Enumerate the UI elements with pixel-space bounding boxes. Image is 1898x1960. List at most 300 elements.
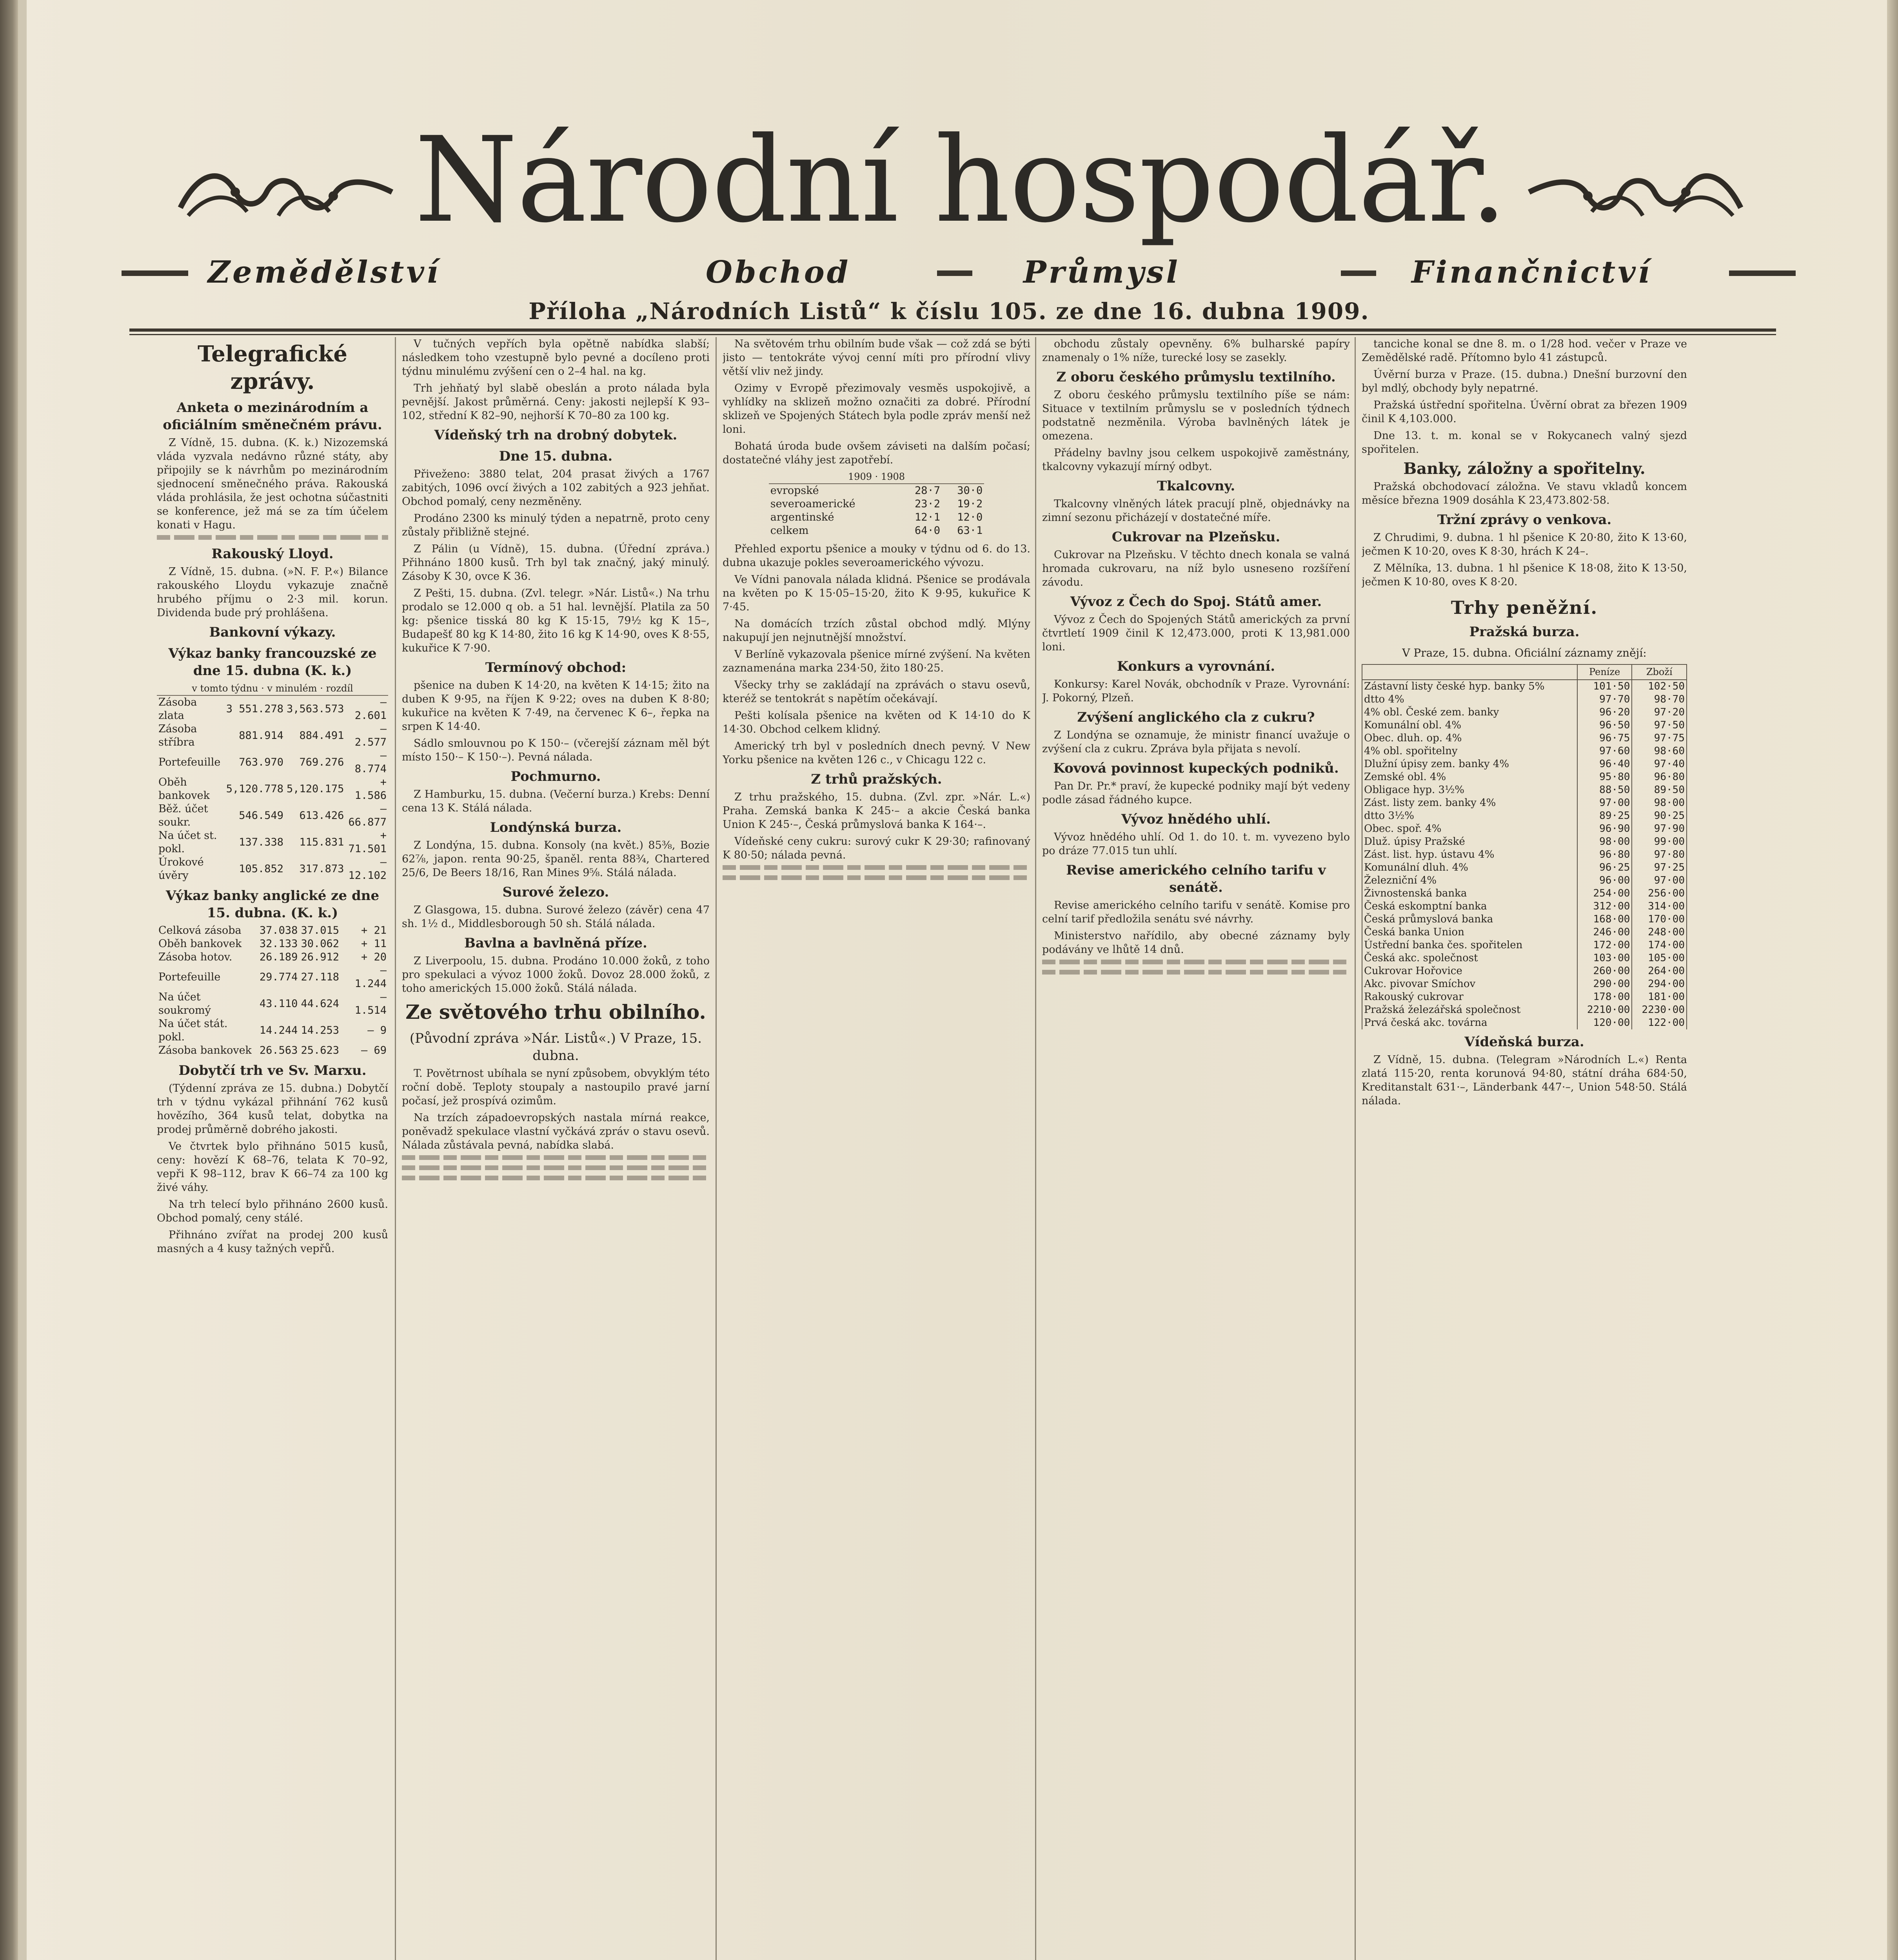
table-row: [1362, 771, 1687, 784]
row-label: Živnostenská banka: [1362, 887, 1577, 900]
row-value: 256·00: [1632, 887, 1687, 900]
wheat-supply-table: [769, 470, 984, 537]
table-row: [1362, 1004, 1687, 1016]
row-label: Zásoba hotov.: [158, 951, 232, 963]
row-label: Obec. dluh. op. 4%: [1362, 732, 1577, 745]
table-row: [157, 749, 388, 776]
row-value: 98·00: [1577, 835, 1632, 848]
table-row: [1362, 874, 1687, 887]
row-value: 97·90: [1632, 822, 1687, 835]
column-rule: [395, 337, 396, 1960]
row-label: Dluž. úpisy Pražské: [1362, 835, 1577, 848]
prague-exchange-table: [1362, 664, 1687, 1029]
article-paragraph: Z Vídně, 15. dubna. (Telegram »Národních L.«) Renta zlatá 115·20, renta korunová 94·80, státní dráha 684·50, Kreditanstalt 631·–, Länderbank 447·–, Union 548·50. Stálá nálada.: [1362, 1054, 1687, 1107]
column-rule: [1355, 337, 1356, 1960]
subheading: Pochmurno.: [510, 769, 601, 784]
row-value: 2210·00: [1577, 1004, 1632, 1016]
row-value: 2230·00: [1632, 1004, 1687, 1016]
section-trade: Obchod: [706, 254, 851, 290]
row-value: 613.426: [299, 809, 344, 822]
row-value: 96·80: [1632, 771, 1687, 784]
subheading: Zvýšení anglického cla z cukru?: [1077, 710, 1315, 725]
row-value: 290·00: [1577, 978, 1632, 991]
row-value: 43.110: [259, 998, 298, 1010]
row-label: Portefeuille: [158, 756, 221, 768]
bank-france-table: [157, 682, 388, 882]
row-value: 26.912: [301, 951, 339, 963]
article-paragraph: Přihnáno zvířat na prodej 200 kusů masných a 4 kusy tažných vepřů.: [157, 1229, 388, 1255]
page-binding-edge: [18, 0, 27, 1960]
article-paragraph: Z Londýna, 15. dubna. Konsoly (na květ.) 85⅜, Bozie 62⅞, japon. renta 90·25, španěl. renta 88¾, Chartered 25/6, De Beers 18/16, Ran Mines 9⅝. Stálá nálada.: [402, 839, 710, 879]
row-value: 98·60: [1632, 745, 1687, 758]
row-label: Oběh bankovek: [158, 938, 242, 950]
row-value: — 1.514: [354, 991, 387, 1016]
rates-column-header: Zboží: [1632, 664, 1687, 680]
row-value: 25.623: [301, 1044, 339, 1056]
row-label: Na účet stát. pokl.: [158, 1018, 228, 1043]
article-paragraph: Vývoz z Čech do Spojených Států amerických za první čtvrtletí 1909 činil K 12,473.000, proti K 13,981.000 loni.: [1042, 613, 1350, 653]
row-value: 97·80: [1632, 848, 1687, 861]
subheading: Konkurs a vyrovnání.: [1117, 659, 1275, 674]
row-value: 63·1: [957, 524, 983, 537]
article-paragraph: Ve Vídni panovala nálada klidná. Pšenice se prodávala na květen po K 15·05–15·20, žito K 9·95, kukuřice K 7·45.: [723, 573, 1030, 613]
table-row: [1362, 952, 1687, 965]
row-value: 30·0: [957, 485, 983, 497]
row-value: 170·00: [1632, 913, 1687, 926]
table-row: [157, 937, 388, 951]
row-value: 23·2: [915, 498, 941, 510]
article-paragraph: V tučných vepřích byla opětně nabídka slabší; následkem toho vzestupně bylo pevné a docíleno proti týdnu minulému zvýšení cen o 2–4 hal. na kg.: [402, 338, 710, 377]
row-value: 105·00: [1632, 952, 1687, 965]
article-paragraph: Prodáno 2300 ks minulý týden a nepatrně, proto ceny zůstaly přibližně stejné.: [402, 512, 710, 538]
row-value: 32.133: [259, 938, 298, 950]
table-row: [157, 829, 388, 856]
row-value: 26.189: [259, 951, 298, 963]
text-line: [723, 875, 1030, 880]
row-label: Zást. listy zem. banky 4%: [1362, 797, 1577, 809]
table-row: [769, 511, 984, 524]
row-value: — 69: [361, 1044, 387, 1056]
row-label: Zástavní listy české hyp. banky 5%: [1362, 680, 1577, 693]
row-value: 97·75: [1632, 732, 1687, 745]
row-label: Oběh bankovek: [158, 776, 210, 802]
table-row: [1362, 680, 1687, 693]
telegraph-news-heading: Telegrafické zprávy.: [198, 341, 347, 394]
article-paragraph: Z Pešti, 15. dubna. (Zvl. telegr. »Nár. Listů«.) Na trhu prodalo se 12.000 q ob. a 51 hal. levnější. Platila za 50 kg: pšenice tisská 80 kg K 15·15, 79½ kg K 15–, Budapešť 80 kg K 14·80, žito 16 kg K 14·90, oves K 8·55, kukuřice K 7·90.: [402, 587, 710, 654]
table-row: [157, 964, 388, 991]
row-value: 89·50: [1632, 784, 1687, 797]
section-strip: [122, 251, 1800, 294]
subheading: Banky, záložny a spořitelny.: [1403, 459, 1646, 478]
section-finance: Finančnictví: [1411, 254, 1652, 290]
table-row: [1362, 900, 1687, 913]
row-label: Pražská železářská společnost: [1362, 1004, 1577, 1016]
article-paragraph: Cukrovar na Plzeňsku. V těchto dnech konala se valná hromada cukrovaru, na níž bylo usneseno rozšíření závodu.: [1042, 549, 1350, 588]
row-label: Zásoba bankovek: [158, 1044, 252, 1056]
table-row: [1362, 939, 1687, 952]
article-paragraph: tanciche konal se dne 8. m. o 1/28 hod. večer v Praze ve Zemědělské radě. Přítomno bylo 41 zástupců.: [1362, 338, 1687, 364]
article-paragraph: Z Chrudimi, 9. dubna. 1 hl pšenice K 20·80, žito K 13·60, ječmen K 10·20, oves K 8·30, hrách K 24–.: [1362, 532, 1687, 557]
row-label: 4% obl. České zem. banky: [1362, 706, 1577, 719]
text-line: [402, 1165, 710, 1170]
row-value: 264·00: [1632, 965, 1687, 978]
row-value: 5,120.175: [287, 783, 344, 795]
row-value: 172·00: [1577, 939, 1632, 952]
strip-rule: [1729, 270, 1796, 276]
subheading: Anketa o mezinárodním a oficiálním směnečném právu.: [163, 400, 382, 433]
row-value: 12·1: [915, 511, 941, 523]
article-paragraph: Bohatá úroda bude ovšem záviseti na dalším počasí; dostatečné vláhy jest zapotřebí.: [723, 440, 1030, 466]
article-paragraph: Pražská ústřední spořitelna. Úvěrní obrat za březen 1909 činil K 4,103.000.: [1362, 399, 1687, 425]
subheading: Rakouský Lloyd.: [211, 546, 334, 562]
subheading: Revise amerického celního tarifu v senátě.: [1066, 862, 1326, 895]
row-label: Železniční 4%: [1362, 874, 1577, 887]
row-value: 181·00: [1632, 991, 1687, 1004]
article-paragraph: Ozimy v Evropě přezimovaly vesměs uspokojivě, a vyhlídky na sklizeň možno označiti za dobré. Přírodní sklizeň ve Spojených Státech byla podle zpráv menší než loni.: [723, 382, 1030, 436]
row-label: Celková zásoba: [158, 924, 242, 936]
row-value: 96·50: [1577, 719, 1632, 732]
subheading: Z trhů pražských.: [811, 771, 942, 787]
article-paragraph: Vývoz hnědého uhlí. Od 1. do 10. t. m. vyvezeno bylo po dráze 77.015 tun uhlí.: [1042, 831, 1350, 857]
article-paragraph: Americký trh byl v posledních dnech pevný. V New Yorku pšenice na květen 126 c., v Chicagu 122 c.: [723, 740, 1030, 766]
section-agriculture: Zemědělství: [208, 254, 441, 290]
article-paragraph: Z Vídně, 15. dubna. (»N. F. P.«) Bilance rakouského Lloydu vykazuje značně hrubého příjmu o 2·3 mil. korun. Dividenda bude prý prohlášena.: [157, 566, 388, 619]
row-value: 44.624: [301, 998, 339, 1010]
column-3: [723, 337, 1030, 1960]
table-row: [1362, 732, 1687, 745]
row-value: 3,563.573: [287, 703, 344, 715]
row-label: celkem: [770, 524, 809, 537]
table-row: [1362, 706, 1687, 719]
row-label: Obec. spoř. 4%: [1362, 822, 1577, 835]
table-row: [1362, 965, 1687, 978]
row-value: 122·00: [1632, 1016, 1687, 1029]
row-value: 96·40: [1577, 758, 1632, 771]
subheading: Tkalcovny.: [1157, 478, 1235, 494]
table-row: [1362, 887, 1687, 900]
subheading: Cukrovar na Plzeňsku.: [1112, 529, 1280, 545]
subheading: Výkaz banky anglické ze dne 15. dubna. (K. k.): [165, 888, 380, 921]
row-value: 97·70: [1577, 693, 1632, 706]
row-value: 97·00: [1577, 797, 1632, 809]
row-value: + 11: [361, 938, 387, 950]
table-row: [1362, 991, 1687, 1004]
row-value: — 2.577: [354, 723, 387, 748]
row-label: Rakouský cukrovar: [1362, 991, 1577, 1004]
article-paragraph: Úvěrní burza v Praze. (15. dubna.) Dnešní burzovní den byl mdlý, obchody byly nepatrné.: [1362, 368, 1687, 394]
row-value: 102·50: [1632, 680, 1687, 693]
row-value: + 20: [361, 951, 387, 963]
right-ornament-icon: [1525, 161, 1745, 223]
row-label: Zásoba stříbra: [158, 723, 197, 748]
row-value: 37.015: [301, 924, 339, 936]
row-value: 64·0: [915, 524, 941, 537]
row-value: + 21: [361, 924, 387, 936]
row-label: Cukrovar Hořovice: [1362, 965, 1577, 978]
row-value: 105.852: [239, 863, 284, 875]
rates-column-header: [1362, 664, 1577, 680]
article-paragraph: Vídeňské ceny cukru: surový cukr K 29·30; rafinovaný K 80·50; nálada pevná.: [723, 835, 1030, 861]
table-row: [769, 497, 984, 511]
table-row: [769, 484, 984, 497]
row-value: 97·40: [1632, 758, 1687, 771]
supplement-line: Příloha „Národních Listů“ k číslu 105. ze dne 16. dubna 1909.: [529, 298, 1369, 325]
table-row: [1362, 835, 1687, 848]
row-label: severoamerické: [770, 498, 855, 510]
strip-rule: [122, 270, 188, 276]
row-value: 115.831: [299, 836, 344, 848]
row-label: 4% obl. spořitelny: [1362, 745, 1577, 758]
row-label: Česká banka Union: [1362, 926, 1577, 939]
column-2: [402, 337, 710, 1960]
row-value: 254·00: [1577, 887, 1632, 900]
row-value: 98·70: [1632, 693, 1687, 706]
column-4: [1042, 337, 1350, 1960]
subheading: Termínový obchod:: [485, 660, 627, 675]
table-row: [1362, 784, 1687, 797]
article-paragraph: Z Mělníka, 13. dubna. 1 hl pšenice K 18·08, žito K 13·50, ječmen K 10·80, oves K 8·20.: [1362, 562, 1687, 588]
article-paragraph: Přádelny bavlny jsou celkem uspokojivě zaměstnány, tkalcovny vykazují mírný odbyt.: [1042, 447, 1350, 473]
subheading: Vývoz z Čech do Spoj. Států amer.: [1070, 594, 1322, 610]
column-1: [157, 337, 388, 1960]
row-value: 97·60: [1577, 745, 1632, 758]
table-header: 1909 · 1908: [769, 470, 984, 484]
article-paragraph: T. Povětrnost ubíhala se nyní způsobem, obvyklým této roční době. Teploty stoupaly a nastoupilo pravé jarní počasí, jež prospívá ozimům.: [402, 1067, 710, 1107]
text-line: [157, 535, 388, 540]
subheading: Bankovní výkazy.: [209, 624, 336, 640]
table-row: [1362, 797, 1687, 809]
row-value: 137.338: [239, 836, 284, 848]
row-value: 884.491: [299, 730, 344, 742]
text-line: [402, 1155, 710, 1160]
row-value: — 66.877: [348, 803, 387, 828]
row-value: 317.873: [299, 863, 344, 875]
table-row: [1362, 978, 1687, 991]
page-right-edge: [1887, 0, 1898, 1960]
strip-dash: [937, 270, 972, 276]
article-paragraph: Z Pálin (u Vídně), 15. dubna. (Úřední zpráva.) Přihnáno 1800 kusů. Trh byl tak značný, jaký minulý. Zásoby K 30, ovce K 36.: [402, 543, 710, 583]
row-label: argentinské: [770, 511, 834, 523]
row-value: 90·25: [1632, 809, 1687, 822]
table-row: [1362, 913, 1687, 926]
column-rule: [1035, 337, 1036, 1960]
article-paragraph: (Týdenní zpráva ze 15. dubna.) Dobytčí trh v týdnu vykázal přihnání 762 kusů hovězího, 364 kusů telat, dobytka na prodej průměrně dobrého jakosti.: [157, 1082, 388, 1136]
article-paragraph: Na světovém trhu obilním bude však — což zdá se býti jisto — tentokráte vývoj cenní míti pro přírodní vlivy větší vliv než jindy.: [723, 338, 1030, 377]
row-value: — 9: [367, 1024, 387, 1036]
article-paragraph: Z oboru českého průmyslu textilního píše se nám: Situace v textilním průmyslu se v posledních týdnech podstatně nezměnila. Výroba bavlněných látek je omezena.: [1042, 389, 1350, 442]
table-row: [1362, 926, 1687, 939]
subheading: Pražská burza.: [1469, 624, 1580, 640]
row-value: 96·75: [1577, 732, 1632, 745]
article-paragraph: Ve čtvrtek bylo přihnáno 5015 kusů, ceny: hovězí K 68–76, telata K 70–92, vepři K 98–112, brav K 66–74 za 100 kg živé váhy.: [157, 1140, 388, 1194]
row-label: Úrokové úvěry: [158, 856, 204, 882]
row-label: Česká eskomptní banka: [1362, 900, 1577, 913]
page-binding: [0, 0, 18, 1960]
article-paragraph: Z Hamburku, 15. dubna. (Večerní burza.) Krebs: Denní cena 13 K. Stálá nálada.: [402, 788, 710, 814]
article-paragraph: Na trh telecí bylo přihnáno 2600 kusů. Obchod pomalý, ceny stálé.: [157, 1198, 388, 1224]
article-paragraph: Tkalcovny vlněných látek pracují plně, objednávky na zimní sezonu přicházejí v dostatečné míře.: [1042, 498, 1350, 524]
row-value: 101·50: [1577, 680, 1632, 693]
row-value: 12·0: [957, 511, 983, 523]
masthead: [129, 112, 1792, 249]
row-value: 178·00: [1577, 991, 1632, 1004]
article-paragraph: Dne 13. t. m. konal se v Rokycanech valný sjezd spořitelen.: [1362, 430, 1687, 456]
article-paragraph: Pražská obchodovací záložna. Ve stavu vkladů koncem měsíce března 1909 dosáhla K 23,473.802·58.: [1362, 481, 1687, 506]
column-rule: [716, 337, 717, 1960]
grain-market-heading: Ze světového trhu obilního.: [405, 1000, 706, 1024]
row-value: 27.118: [301, 971, 339, 983]
article-paragraph: Revise amerického celního tarifu v senátě. Komise pro celní tarif předložila senátu své návrhy.: [1042, 899, 1350, 925]
row-value: 97·20: [1632, 706, 1687, 719]
table-row: [1362, 758, 1687, 771]
subheading: Tržní zprávy o venkova.: [1437, 512, 1612, 528]
row-value: 546.549: [239, 809, 284, 822]
table-header: v tomto týdnu · v minulém · rozdíl: [157, 682, 388, 695]
row-value: 89·25: [1577, 809, 1632, 822]
row-value: 88·50: [1577, 784, 1632, 797]
subheading: Surové železo.: [502, 884, 609, 900]
article-paragraph: obchodu zůstaly opevněny. 6% bulharské papíry znamenaly o 1% níže, turecké losy se zasekly.: [1042, 338, 1350, 364]
row-value: 96·00: [1577, 874, 1632, 887]
subheading-note: V Praze, 15. dubna. Oficiální záznamy znějí:: [1402, 646, 1647, 659]
row-label: Česká akc. společnost: [1362, 952, 1577, 965]
subheading: Výkaz banky francouzské ze dne 15. dubna (K. k.): [168, 646, 377, 679]
row-label: Zást. list. hyp. ústavu 4%: [1362, 848, 1577, 861]
table-row: [157, 695, 388, 722]
row-value: 95·80: [1577, 771, 1632, 784]
article-paragraph: Ministerstvo nařídilo, aby obecné záznamy byly podávány ve lhůtě 14 dnů.: [1042, 930, 1350, 956]
row-value: 260·00: [1577, 965, 1632, 978]
row-label: dtto 4%: [1362, 693, 1577, 706]
article-paragraph: Z Glasgowa, 15. dubna. Surové železo (závěr) cena 47 sh. 1½ d., Middlesborough 50 sh. Stálá nálada.: [402, 904, 710, 930]
subheading: Londýnská burza.: [490, 820, 622, 835]
table-row: [1362, 745, 1687, 758]
row-value: — 1.244: [354, 964, 387, 990]
row-value: 97·50: [1632, 719, 1687, 732]
article-paragraph: Trh jehňatý byl slabě obeslán a proto nálada byla pevnější. Jakost průměrná. Ceny: jakosti nejlepší K 93–102, střední K 82–90, nejhorší K 70–80 za 100 kg.: [402, 382, 710, 422]
row-label: Portefeuille: [158, 971, 221, 983]
row-value: 28·7: [915, 485, 941, 497]
table-row: [1362, 719, 1687, 732]
subheading: Vídeňská burza.: [1464, 1034, 1584, 1050]
text-line: [1042, 960, 1350, 964]
row-value: 98·00: [1632, 797, 1687, 809]
article-paragraph: Všecky trhy se zakládají na zprávách o stavu osevů, kteréž se tentokrát s napětím očekávají.: [723, 679, 1030, 705]
rates-column-header: Peníze: [1577, 664, 1632, 680]
row-label: Zemské obl. 4%: [1362, 771, 1577, 784]
strip-dash: [1341, 270, 1376, 276]
row-value: 96·90: [1577, 822, 1632, 835]
row-label: Zásoba zlata: [158, 696, 197, 722]
row-value: + 71.501: [348, 829, 387, 855]
row-value: 5,120.778: [226, 783, 284, 795]
money-markets-heading: Trhy peněžní.: [1451, 597, 1598, 618]
table-row: [769, 524, 984, 537]
table-row: [157, 776, 388, 802]
article-paragraph: Na trzích západoevropských nastala mírná reakce, poněvadž spekulace vlastní vyčkává zpráv o stavu osevů. Nálada zůstávala pevná, nabídka slabá.: [402, 1112, 710, 1151]
row-value: 96·20: [1577, 706, 1632, 719]
row-label: Ústřední banka čes. spořitelen: [1362, 939, 1577, 952]
row-value: 97·00: [1632, 874, 1687, 887]
row-value: 881.914: [239, 730, 284, 742]
subheading: Vídeňský trh na drobný dobytek.: [434, 427, 677, 443]
subheading: Kovová povinnost kupeckých podniků.: [1053, 760, 1339, 776]
subheading-date: Dne 15. dubna.: [499, 448, 613, 464]
table-row: [1362, 822, 1687, 835]
table-row: [1362, 1016, 1687, 1029]
section-industry: Průmysl: [1023, 254, 1180, 290]
row-label: Komunální dluh. 4%: [1362, 861, 1577, 874]
article-paragraph: V Berlíně vykazovala pšenice mírné zvýšení. Na květen zaznamenána marka 234·50, žito 180·25.: [723, 648, 1030, 674]
header-rule: [129, 328, 1776, 332]
row-value: 14.244: [259, 1024, 298, 1036]
row-value: 99·00: [1632, 835, 1687, 848]
table-row: [157, 951, 388, 964]
row-value: 97·25: [1632, 861, 1687, 874]
bank-england-table: [157, 924, 388, 1057]
table-row: [1362, 809, 1687, 822]
table-row: [1362, 861, 1687, 874]
text-line: [1042, 970, 1350, 975]
row-label: Na účet soukromý: [158, 991, 211, 1016]
row-value: 246·00: [1577, 926, 1632, 939]
row-label: Běž. účet soukr.: [158, 803, 208, 828]
column-5: [1362, 337, 1687, 1960]
row-value: 294·00: [1632, 978, 1687, 991]
row-value: 120·00: [1577, 1016, 1632, 1029]
table-row: [1362, 693, 1687, 706]
article-paragraph: Na domácích trzích zůstal obchod mdlý. Mlýny nakupují jen nejnutnější množství.: [723, 618, 1030, 644]
row-value: 37.038: [259, 924, 298, 936]
article-paragraph: Z trhu pražského, 15. dubna. (Zvl. zpr. »Nár. L.«) Praha. Zemská banka K 245·– a akcie Česká banka Union K 245·–, Česká průmyslová banka K 164·–.: [723, 791, 1030, 831]
article-paragraph: Z Londýna se oznamuje, že ministr financí uvažuje o zvýšení cla z cukru. Zpráva byla přijata s nevolí.: [1042, 729, 1350, 755]
row-value: 30.062: [301, 938, 339, 950]
newspaper-title: Národní hospodář.: [414, 112, 1507, 249]
subheading: Dobytčí trh ve Sv. Marxu.: [178, 1063, 367, 1078]
row-value: 96·80: [1577, 848, 1632, 861]
table-row: [157, 991, 388, 1017]
row-value: 312·00: [1577, 900, 1632, 913]
row-label: evropské: [770, 485, 819, 497]
article-paragraph: Sádlo smlouvnou po K 150·– (včerejší záznam měl být místo 150·– K 150·–). Pevná nálada.: [402, 737, 710, 763]
row-value: — 2.601: [354, 696, 387, 722]
row-value: 248·00: [1632, 926, 1687, 939]
text-line: [402, 1176, 710, 1180]
text-line: [723, 865, 1030, 870]
article-paragraph: pšenice na duben K 14·20, na květen K 14·15; žito na duben K 9·95, na říjen K 9·22; oves na duben K 8·80; kukuřice na květen K 7·49, na červenec K 6–, řepka na srpen K 14·40.: [402, 679, 710, 733]
article-paragraph: Pan Dr. Pr.* praví, že kupecké podniky mají být vedeny podle zásad řádného kupce.: [1042, 780, 1350, 806]
subheading: Vývoz hnědého uhlí.: [1121, 811, 1271, 827]
article-paragraph: Z Vídně, 15. dubna. (K. k.) Nizozemská vláda vyzvala nedávno různé státy, aby připojily se k návrhům po mezinárodním sjednocení směnečného práva. Rakouská vláda prohlásila, že jest ochotna súčastniti se konference, jež má se za tím účelem konati v Hagu.: [157, 437, 388, 531]
article-paragraph: Konkursy: Karel Novák, obchodník v Praze. Vyrovnání: J. Pokorný, Plzeň.: [1042, 678, 1350, 704]
row-value: — 12.102: [348, 856, 387, 882]
article-paragraph: Přiveženo: 3880 telat, 204 prasat živých a 1767 zabitých, 1096 ovcí živých a 102 zabitých a 923 jehňat. Obchod pomalý, ceny nezměněny.: [402, 468, 710, 508]
row-value: 96·25: [1577, 861, 1632, 874]
row-label: Dlužní úpisy zem. banky 4%: [1362, 758, 1577, 771]
article-paragraph: Z Liverpoolu, 15. dubna. Prodáno 10.000 žoků, z toho pro spekulaci a vývoz 1000 žoků. Dovoz 28.000 žoků, z toho amerických 15.000 žoků. Stálá nálada.: [402, 955, 710, 995]
table-row: [157, 722, 388, 749]
row-label: dtto 3½%: [1362, 809, 1577, 822]
row-value: 29.774: [259, 971, 298, 983]
table-row: [1362, 848, 1687, 861]
row-value: 3 551.278: [226, 703, 284, 715]
article-paragraph: Přehled exportu pšenice a mouky v týdnu od 6. do 13. dubna ukazuje pokles severoamerického vývozu.: [723, 543, 1030, 569]
row-label: Komunální obl. 4%: [1362, 719, 1577, 732]
row-value: 769.276: [299, 756, 344, 768]
row-value: + 1.586: [354, 776, 387, 802]
subheading: Z oboru českého průmyslu textilního.: [1056, 369, 1336, 385]
table-row: [157, 1017, 388, 1044]
